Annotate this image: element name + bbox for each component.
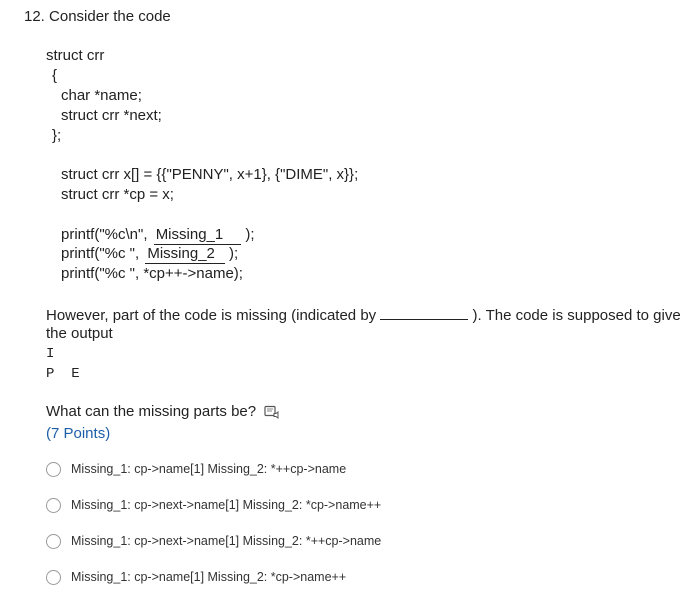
- question-title: 12. Consider the code: [24, 8, 171, 25]
- missing-1-placeholder: Missing_1: [155, 226, 224, 243]
- missing-2-blank: [145, 245, 225, 264]
- radio-button-icon[interactable]: [46, 462, 61, 477]
- answer-option-3[interactable]: [46, 533, 381, 549]
- radio-button-icon[interactable]: [46, 534, 61, 549]
- expected-output-line-2: P E: [46, 366, 80, 382]
- answer-option-4[interactable]: [46, 569, 346, 585]
- answer-option-label: Missing_1: cp->next->name[1] Missing_2: *cp->name++: [71, 498, 382, 512]
- answer-option-label: Missing_1: cp->name[1] Missing_2: *cp->name++: [71, 570, 347, 584]
- question-prompt-row: [46, 403, 280, 421]
- explanation-part-2: ). The code is supposed to give: [472, 307, 681, 324]
- printf2-suffix: );: [229, 245, 239, 262]
- missing-1-blank: [154, 226, 242, 245]
- code-close-brace: };: [52, 127, 62, 144]
- explanation-blank: [380, 305, 468, 320]
- answer-option-label: Missing_1: cp->next->name[1] Missing_2: *++cp->name: [71, 534, 382, 548]
- points-value: (7 Points): [46, 425, 111, 442]
- printf1-suffix: );: [245, 226, 255, 243]
- printf1-prefix: printf("%c\n",: [61, 226, 148, 243]
- answer-option-label: Missing_1: cp->name[1] Missing_2: *++cp->name: [71, 462, 347, 476]
- radio-button-icon[interactable]: [46, 498, 61, 513]
- code-printf-3: printf("%c ", *cp++->name);: [61, 265, 243, 282]
- radio-button-icon[interactable]: [46, 570, 61, 585]
- code-printf-1: [61, 226, 255, 245]
- code-open-brace: {: [52, 67, 58, 84]
- code-array-init: struct crr x[] = {{"PENNY", x+1}, {"DIME", x}};: [61, 166, 359, 183]
- code-member-name: char *name;: [61, 87, 142, 104]
- code-pointer-init: struct crr *cp = x;: [61, 186, 174, 203]
- answer-option-1[interactable]: [46, 461, 346, 477]
- expected-output-line-1: I: [46, 346, 55, 362]
- code-struct-decl: struct crr: [46, 47, 105, 64]
- code-printf-2: [61, 245, 238, 264]
- printf2-prefix: printf("%c ",: [61, 245, 140, 262]
- code-member-next: struct crr *next;: [61, 107, 162, 124]
- immersive-reader-icon[interactable]: [264, 405, 280, 419]
- explanation-line-1: [46, 305, 681, 325]
- missing-2-placeholder: Missing_2: [147, 245, 215, 262]
- answer-option-2[interactable]: [46, 497, 381, 513]
- explanation-line-2: the output: [46, 325, 113, 342]
- question-prompt: What can the missing parts be?: [46, 403, 257, 420]
- explanation-part-1: However, part of the code is missing (indicated by: [46, 307, 377, 324]
